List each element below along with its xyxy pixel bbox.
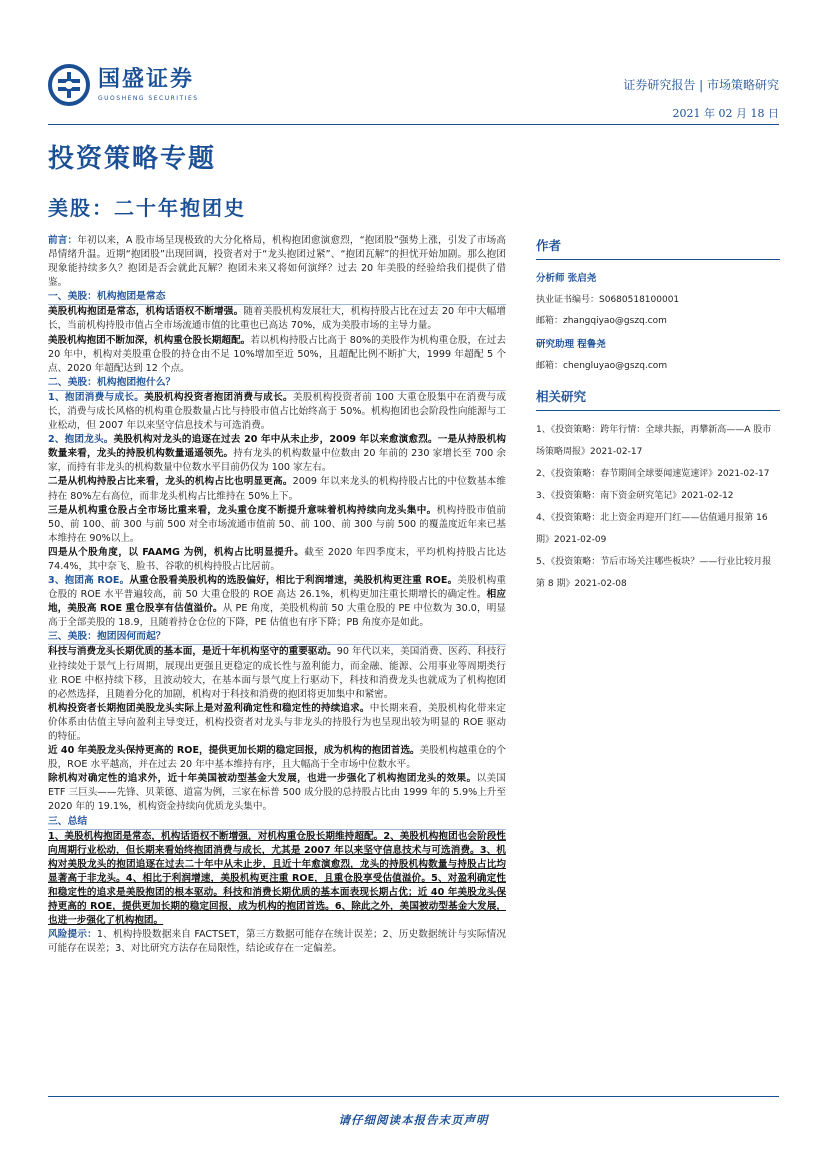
brand-name-en: GUOSHENG SECURITIES: [98, 95, 199, 102]
paragraph: 1、抱团消费与成长。美股机构投资者抱团消费与成长。美股机构投资者前 100 大重仓股集中在消费与成长，消费与成长风格的机构重仓股数量占比与持股市值占比始终高于 50%。机构抱团也会阶段性向能源与工业松动，但 2007 年以来坚守信息技术与可选消费。: [48, 391, 506, 432]
authors-heading: 作者: [536, 236, 780, 260]
paragraph: 2、抱团龙头。美股机构对龙头的追逐在过去 20 年中从未止步，2009 年以来愈演愈烈。一是从持股机构数量来看，龙头的持股机构数量遥遥领先。持有龙头的机构数量中位数由 20 年前的 230 家增长至 700 余家，而持有非龙头的机构数量中位数水平目前仍仅为 100 家左右。: [48, 434, 507, 474]
related-list: [536, 419, 780, 595]
paragraph: 美股机构抱团是常态，机构话语权不断增强。随着美股机构发展壮大，机构持股占比在过去 20 年中大幅增长，当前机构持股市值占全市场流通市值的比重也已高达 70%，成为美股市场的主导力量。: [48, 306, 506, 332]
footer-disclaimer: 请仔细阅读本报告末页声明: [338, 1113, 489, 1127]
sidebar: [536, 236, 780, 595]
section-heading-1: 一、美股：机构抱团是常态: [48, 290, 506, 305]
related-heading: 相关研究: [536, 387, 780, 411]
assistant-name: 研究助理 程鲁尧: [536, 339, 606, 350]
analyst-cert: 执业证书编号：S0680518100001: [536, 295, 680, 305]
paragraph: 近 40 年美股龙头保持更高的 ROE，提供更加长期的稳定回报，成为机构的抱团首选。美股机构越重仓的个股，ROE 水平越高，并在过去 20 年中基本维持有序，且大幅高于全市场中位数水平。: [48, 745, 506, 771]
paragraph: 四是从个股角度，以 FAAMG 为例，机构占比明显提升。截至 2020 年四季度末，平均机构持股占比达 74.4%，其中奈飞、脸书、谷歌的机构持股占比居前。: [48, 546, 507, 572]
paragraph: 三是从机构重仓股占全市场比重来看，龙头重仓度不断提升意味着机构持续向龙头集中。机构持股市值前 50、前 100、前 300 与前 500 对全市场流通市值前 50、前 100、前 300 与前 500 的覆盖度近年来已基本维持在 90%以上。: [48, 504, 507, 544]
related-item[interactable]: 3、《投资策略：南下资金研究笔记》2021-02-12: [536, 491, 734, 501]
risk-paragraph: 风险提示：1、机构持股数据来自 FACTSET，第三方数据可能存在统计误差；2、历史数据统计与实际情况可能存在误差；3、对比研究方法存在局限性，结论或存在一定偏差。: [48, 929, 507, 955]
report-title: 投资策略专题: [48, 144, 217, 174]
paragraph: 科技与消费龙头长期优质的基本面，是近十年机构坚守的重要驱动。90 年代以来，美国消费、医药、科技行业持续处于景气上行周期，展现出更强且更稳定的成长性与盈利能力，而金融、能源、公用事业等周期类行业 ROE 中枢持续下移，且波动较大，在基本面与景气度上行驱动下，科技和消费龙头也就成为了机构抱团的必然选择，且随着分化的加剧，机构对于科技和消费的抱团将更加集中和紧密。: [48, 646, 507, 700]
report-type: 证券研究报告 | 市场策略研究: [623, 78, 779, 92]
section-heading-2: 二、美股：机构抱团抱什么？: [48, 376, 506, 391]
section-heading-3: 三、美股：抱团因何而起？: [48, 630, 506, 645]
summary-paragraph: 1、美股机构抱团是常态，机构话语权不断增强，对机构重仓股长期维持超配。2、美股机构抱团也会阶段性向周期行业松动，但长期来看始终抱团消费与成长，尤其是 2007 年以来坚守信息技术与可选消费。3、机构对美股龙头的抱团追逐在过去二十年中从未止步，且近十年愈演愈烈，龙头的持股机构数量与持股占比均显著高于非龙头。4、相比于利润增速，美股机构更注重 ROE，且重仓股享受估值溢价。5、对盈利确定性和稳定性的追求是美股抱团的根本驱动。科技和消费长期优质的基本面表现长期占优；近 40 年美股龙头保持更高的 ROE，提供更加长期的稳定回报，成为机构的抱团首选。6、除此之外，美国被动型基金大发展，也进一步强化了机构抱团。: [48, 830, 506, 927]
report-header: [623, 76, 779, 121]
guosheng-logo-icon: [48, 64, 90, 106]
related-item[interactable]: 4、《投资策略：北上资金再迎开门红——估值通月报第 16 期》2021-02-09: [536, 513, 768, 545]
report-date: 2021 年 02 月 18 日: [672, 107, 779, 120]
header-divider: [48, 124, 779, 125]
paragraph: 美股机构抱团不断加深，机构重仓股长期超配。若以机构持股占比高于 80%的美股作为机构重仓股，在过去 20 年中，机构对美股重仓股的持仓由不足 10%增加至近 50%，且超配比例不断扩大，1999 年超配 5 个点、2020 年超配达到 12 个点。: [48, 334, 507, 374]
report-body: [48, 234, 506, 956]
paragraph: 机构投资者长期抱团美股龙头实际上是对盈利确定性和稳定性的持续追求。中长期来看，美股机构化带来定价体系由估值主导向盈利主导变迁，机构投资者对龙头与非龙头的持股行为也呈现出较为明显的 ROE 驱动的特征。: [48, 702, 507, 742]
brand-logo: [48, 64, 199, 106]
brand-name-cn: 国盛证券: [98, 67, 195, 92]
paragraph: 除机构对确定性的追求外，近十年美国被动型基金大发展，也进一步强化了机构抱团龙头的效果。以美国 ETF 三巨头——先锋、贝莱德、道富为例，三家在标普 500 成分股的总持股占比由 1999 年的 5.9%上升至 2020 年的 19.1%，机构资金持续向优质龙头集中。: [48, 773, 507, 813]
analyst-email[interactable]: 邮箱：zhangqiyao@gszq.com: [536, 316, 667, 326]
paragraph: 3、抱团高 ROE。从重仓股看美股机构的选股偏好，相比于利润增速，美股机构更注重 ROE。美股机构重仓股的 ROE 水平普遍较高，前 50 大重仓股的 ROE 高达 26.1%，机构更加注重长期增长的确定性。相应地，美股高 ROE 重仓股享有估值溢价。从 PE 角度，美股机构前 50 大重仓股的 PE 中位数为 30.0，明显高于全部美股的 18.9，且随着持仓仓位的下降，PE 估值也有序下降；PB 角度亦是如此。: [48, 575, 507, 629]
intro-paragraph: 前言：年初以来，A 股市场呈现极致的大分化格局，机构抱团愈演愈烈，“抱团股”强势上涨，引发了市场高昂情绪升温。近期“抱团股”出现回调，投资者对于“龙头抱团过紧”、“抱团瓦解”的担忧开始加剧。那么抱团现象能持续多久？抱团是否会就此瓦解？抱团未来又将如何演绎？过去 20 年美股的经验给我们提供了借鉴。: [48, 235, 506, 289]
section-heading-summary: 三、总结: [48, 815, 506, 830]
related-item[interactable]: 2、《投资策略：春节期间全球要闻速览速评》2021-02-17: [536, 469, 770, 479]
related-item[interactable]: 5、《投资策略：节后市场关注哪些板块？——行业比较月报第 8 期》2021-02-08: [536, 557, 772, 589]
assistant-email[interactable]: 邮箱：chengluyao@gszq.com: [536, 361, 668, 371]
paragraph: 二是从机构持股占比来看，龙头的机构占比也明显更高。2009 年以来龙头的机构持股占比的中位数基本维持在 80%左右高位，而非龙头机构占比维持在 50%上下。: [48, 476, 507, 502]
footer-divider: [48, 1096, 779, 1097]
related-item[interactable]: 1、《投资策略：跨年行情：全球共振，再攀新高——A 股市场策略周报》2021-02-17: [536, 425, 772, 457]
analyst-name: 分析师 张启尧: [536, 273, 597, 284]
report-subtitle: 美股：二十年抱团史: [48, 196, 246, 220]
